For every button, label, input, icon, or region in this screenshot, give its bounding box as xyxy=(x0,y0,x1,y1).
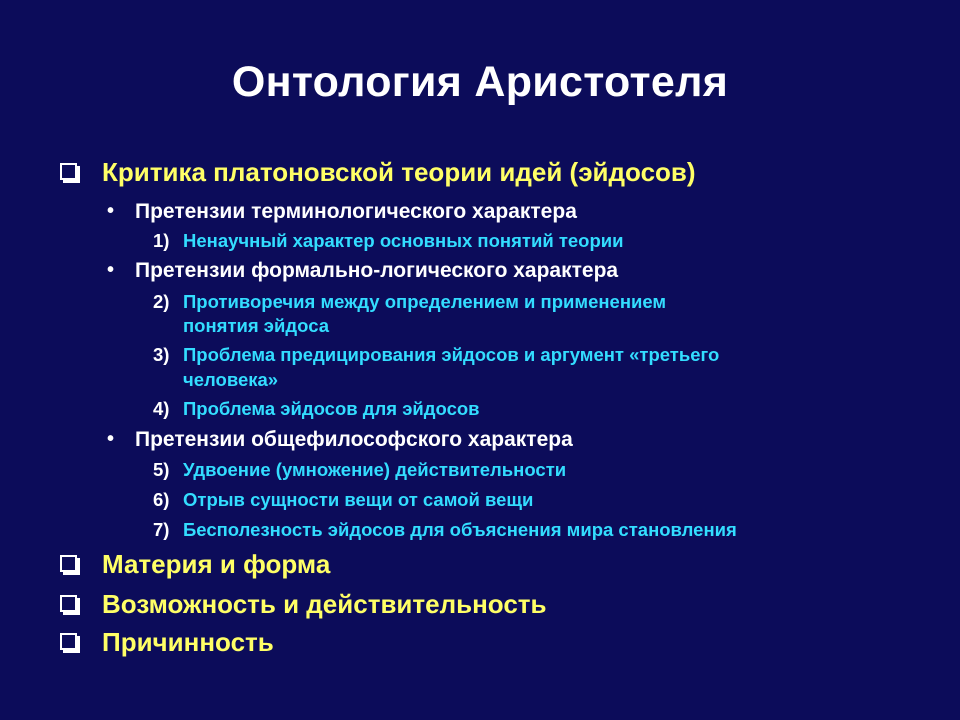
checkbox-bullet-icon xyxy=(60,555,77,572)
point-number: 6) xyxy=(153,489,170,510)
point-number: 5) xyxy=(153,459,170,480)
bullet-label: Возможность и действительность xyxy=(102,589,547,619)
point-number: 3) xyxy=(153,344,170,365)
dot-bullet-icon: • xyxy=(107,200,115,222)
point-text-line2: человека» xyxy=(183,369,279,390)
point-number: 2) xyxy=(153,291,170,312)
checkbox-bullet-icon xyxy=(60,633,77,650)
point-text: Отрыв сущности вещи от самой вещи xyxy=(183,489,534,510)
point-text-line1: Проблема предицирования эйдосов и аргумент «третьего xyxy=(183,344,720,365)
point-text: Ненаучный характер основных понятий теории xyxy=(183,230,624,251)
point-text-line2: понятия эйдоса xyxy=(183,315,330,336)
slide-title: Онтология Аристотеля xyxy=(231,58,729,106)
sub-bullet-label: Претензии общефилософского характера xyxy=(135,428,573,451)
sub-bullet-label: Претензии формально-логического характера xyxy=(135,259,619,282)
checkbox-bullet-icon xyxy=(60,163,77,180)
bullet-label: Критика платоновской теории идей (эйдосов) xyxy=(102,157,696,187)
checkbox-bullet-icon xyxy=(60,595,77,612)
point-number: 1) xyxy=(153,230,170,251)
point-text: Бесполезность эйдосов для объяснения мира становления xyxy=(183,519,737,540)
point-text: Удвоение (умножение) действительности xyxy=(183,459,567,480)
point-text: Проблема эйдосов для эйдосов xyxy=(183,398,480,419)
point-number: 7) xyxy=(153,519,170,540)
point-text-line1: Противоречия между определением и применением xyxy=(183,291,667,312)
bullet-label: Материя и форма xyxy=(102,549,331,579)
point-number: 4) xyxy=(153,398,170,419)
dot-bullet-icon: • xyxy=(107,428,115,450)
bullet-label: Причинность xyxy=(102,627,274,657)
dot-bullet-icon: • xyxy=(107,259,115,281)
sub-bullet-label: Претензии терминологического характера xyxy=(135,200,577,223)
